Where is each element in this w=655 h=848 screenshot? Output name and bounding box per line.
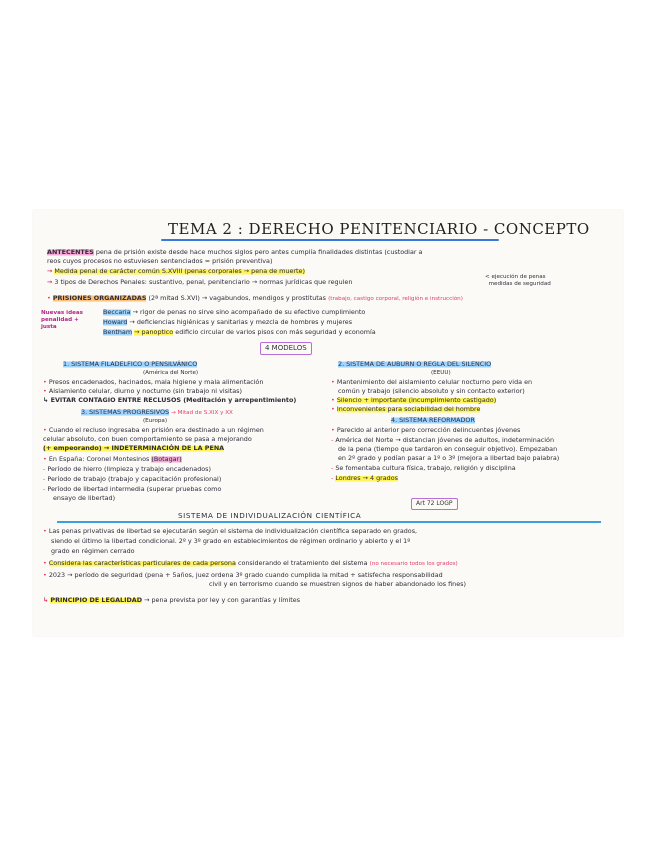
system-2-line-3-text: Silencio + importante (incumplimiento castigado)	[336, 396, 497, 404]
scientific-line-1-text: Las penas privativas de libertad se ejecutarán según el sistema de individualización científica separado en grados,	[48, 527, 418, 535]
bentham-tail: edificio circular de varios pisos con más seguridad y economía	[175, 328, 376, 336]
system-2-line-2: común y trabajo (silencio absoluto y sin contacto exterior)	[338, 387, 525, 395]
system-2-line-4-text: Inconvenientes para sociabilidad del hombre	[336, 405, 481, 413]
prisiones-label: PRISIONES ORGANIZADAS	[52, 294, 147, 302]
notes-sheet	[33, 210, 623, 636]
system-3-line-3	[43, 444, 224, 452]
scientific-line-2: siendo el último la libertad condicional. 2º y 3º grado en establecimientos de régimen ordinario y abierto y el 1º	[51, 537, 411, 545]
brace-item-1: ejecución de penas	[491, 274, 546, 280]
intro-line-3: → Medida penal de carácter común S.XVIII (penas corporales → pena de muerte)	[47, 267, 305, 275]
legalidad-label: PRINCIPIO DE LEGALIDAD	[50, 596, 143, 604]
system-2-line-4: • Inconvenientes para sociabilidad del hombre	[331, 405, 481, 413]
intro-line-4-text: 3 tipos de Derechos Penales: sustantivo, penal, penitenciario → normas jurídicas que regulen	[54, 278, 353, 286]
scientific-line-5: • 2023 → período de seguridad (pena + 5años, juez ordena 3º grado cuando cumplida la mitad + satisfecha responsabilidad	[43, 571, 443, 579]
title-underline	[161, 239, 499, 241]
system-3-line-4-b: (Botagar)	[151, 455, 182, 463]
scientific-line-5-a: 2023 → período de seguridad	[48, 571, 143, 579]
art-72-box: Art 72 LOGP	[411, 498, 458, 510]
system-3-title-text: 3. SISTEMAS PROGRESIVOS	[81, 408, 170, 416]
system-3-line-5-text: Período de hierro (limpieza y trabajo encadenados)	[47, 465, 211, 473]
intro-line-2: reos cuyos procesos no estuviesen sentenciados = prisión preventiva)	[47, 257, 273, 265]
scientific-line-7-b: → pena prevista por ley y con garantías y límites	[144, 596, 301, 604]
system-2-sub: (EEUU)	[431, 370, 451, 376]
system-4-line-2: - América del Norte → distancian jóvenes de adultos, indeterminación	[331, 436, 554, 444]
scientific-line-4-a: Considera las características particulares de cada persona	[48, 559, 236, 567]
system-4-title-text: 4. SISTEMA REFORMADOR	[391, 416, 475, 424]
system-3-note: → Mitad de S.XIX y XX	[171, 410, 233, 416]
scientific-line-6: civil y en terrorismo cuando se muestren signos de haber abandonado los fines)	[209, 580, 466, 588]
scientific-line-4: • Considera las características particulares de cada persona considerando el tratamiento del sistema (no necesario todos los grados)	[43, 559, 458, 567]
intro-line-5-tail: (trabajo, castigo corporal, religión e instrucción)	[328, 296, 463, 302]
system-1-line-1: • Presos encadenados, hacinados, mala higiene y mala alimentación	[43, 378, 264, 386]
system-2-title-text: 2. SISTEMA DE AUBURN O REGLA DEL SILENCIO	[338, 360, 492, 368]
system-1-title-text: 1. SISTEMA FILADELFICO O PENSILVÁNICO	[63, 360, 198, 368]
system-4-line-4: en 2º grado y podían pasar a 1º o 3º (mejora a libertad bajo palabra)	[338, 454, 560, 462]
intro-line-1	[47, 248, 422, 256]
beccaria-name: Beccaria	[103, 308, 131, 316]
new-ideas-label: Nuevas ideas penalidad + justa	[41, 310, 83, 330]
system-2-line-3: • Silencio + importante (incumplimiento castigado)	[331, 396, 497, 404]
intro-line-5-text: (2ª mitad S.XVI) → vagabundos, mendigos y prostitutas	[148, 294, 327, 302]
bentham-text: → panoptico	[134, 328, 174, 336]
howard-name: Howard	[103, 318, 128, 326]
system-1-line-1-text: Presos encadenados, hacinados, mala higiene y mala alimentación	[48, 378, 264, 386]
system-3-line-2: celular absoluto, con buen comportamiento se pasa a mejorando	[43, 435, 252, 443]
system-4-line-1: • Parecido al anterior pero corrección delincuentes jóvenes	[331, 426, 521, 434]
system-3-line-6-text: Período de trabajo (trabajo y capacitación profesional)	[47, 475, 222, 483]
system-1-title	[63, 360, 197, 369]
system-3-line-4: • En España: Coronel Montesinos (Botagar)	[43, 455, 182, 463]
bentham-line	[103, 328, 376, 336]
beccaria-text: → rigor de penas no sirve sino acompañado de su efectivo cumplimiento	[132, 308, 366, 316]
bentham-name: Bentham	[103, 328, 133, 336]
system-4-line-6: - Londres → 4 grados	[331, 474, 398, 482]
system-4-line-1-text: Parecido al anterior pero corrección delincuentes jóvenes	[336, 426, 521, 434]
system-2-line-1: • Mantenimiento del aislamiento celular nocturno pero vida en	[331, 378, 533, 386]
brace-item-2: medidas de seguridad	[488, 281, 551, 287]
system-1-line-2-text: Aislamiento celular, diurno y nocturno (sin trabajo ni visitas)	[48, 387, 243, 395]
system-4-line-5: - Se fomentaba cultura física, trabajo, religión y disciplina	[331, 464, 516, 472]
intro-line-4: → 3 tipos de Derechos Penales: sustantivo, penal, penitenciario → normas jurídicas que regulen	[47, 278, 353, 286]
beccaria-line	[103, 308, 365, 316]
scientific-line-5-b: (pena + 5años, juez ordena 3º grado cuando cumplida la mitad + satisfecha responsabilidad	[144, 571, 443, 579]
intro-line-3-text: Medida penal de carácter común S.XVIII (penas corporales → pena de muerte)	[54, 267, 305, 275]
system-4-line-3: de la pena (tiempo que tardaron en conseguir objetivo). Empezaban	[338, 445, 558, 453]
system-3-line-5: - Período de hierro (limpieza y trabajo encadenados)	[43, 465, 211, 473]
system-3-line-6: - Período de trabajo (trabajo y capacitación profesional)	[43, 475, 222, 483]
system-3-line-1: • Cuando el recluso ingresaba en prisión era destinado a un régimen	[43, 426, 264, 434]
scientific-line-7: ↳ PRINCIPIO DE LEGALIDAD → pena prevista por ley y con garantías y límites	[43, 596, 301, 604]
scientific-line-4-c: (no necesario todos los grados)	[369, 561, 458, 567]
antecedentes-label: ANTECENTES	[47, 248, 94, 256]
system-3-line-7: - Período de libertad intermedia (superar pruebas como	[43, 485, 222, 493]
scientific-line-3: grado en régimen cerrado	[51, 547, 135, 555]
models-box: 4 MODELOS	[260, 342, 312, 355]
system-3-line-1-text: Cuando el recluso ingresaba en prisión era destinado a un régimen	[48, 426, 264, 434]
system-3-line-7-text: Período de libertad intermedia (superar pruebas como	[47, 485, 222, 493]
intro-brace: < ejecución de penas medidas de seguridad	[485, 274, 551, 287]
intro-line-1-text: pena de prisión existe desde hace muchos siglos pero antes cumplía finalidades distintas (custodiar a	[95, 248, 423, 256]
system-4-line-6-text: Londres → 4 grados	[335, 474, 398, 482]
scientific-underline	[57, 521, 601, 523]
scientific-line-4-b: considerando el tratamiento del sistema	[237, 559, 368, 567]
howard-line	[103, 318, 352, 326]
system-3-line-3-text: (+ empeorando) → INDETERMINACIÓN DE LA PENA	[43, 444, 225, 452]
system-3-sub: (Europa)	[143, 418, 168, 424]
system-2-title	[338, 360, 491, 369]
system-4-title	[391, 416, 475, 425]
howard-text: → deficiencias higiénicas y sanitarias y mezcla de hombres y mujeres	[129, 318, 353, 326]
scientific-line-1: • Las penas privativas de libertad se ejecutarán según el sistema de individualización científica separado en grados,	[43, 527, 418, 535]
system-1-line-2: • Aislamiento celular, diurno y nocturno (sin trabajo ni visitas)	[43, 387, 243, 395]
scientific-title: SISTEMA DE INDIVIDUALIZACIÓN CIENTÍFICA	[178, 511, 362, 520]
system-4-line-5-text: Se fomentaba cultura física, trabajo, religión y disciplina	[335, 464, 516, 472]
system-4-line-2-text: América del Norte → distancian jóvenes de adultos, indeterminación	[335, 436, 554, 444]
page-title: TEMA 2 : DERECHO PENITENCIARIO - CONCEPTO	[168, 220, 590, 238]
system-1-sub: (América del Norte)	[143, 370, 199, 376]
system-2-line-1-text: Mantenimiento del aislamiento celular nocturno pero vida en	[336, 378, 533, 386]
system-3-line-4-text: En España: Coronel Montesinos	[48, 455, 150, 463]
system-1-line-3: ↳ EVITAR CONTAGIO ENTRE RECLUSOS (Meditación y arrepentimiento)	[43, 396, 297, 404]
system-3-line-8: ensayo de libertad)	[53, 494, 116, 502]
intro-line-5: • PRISIONES ORGANIZADAS (2ª mitad S.XVI) → vagabundos, mendigos y prostitutas (trabajo, castigo corporal, religión e instrucción)	[47, 294, 463, 302]
